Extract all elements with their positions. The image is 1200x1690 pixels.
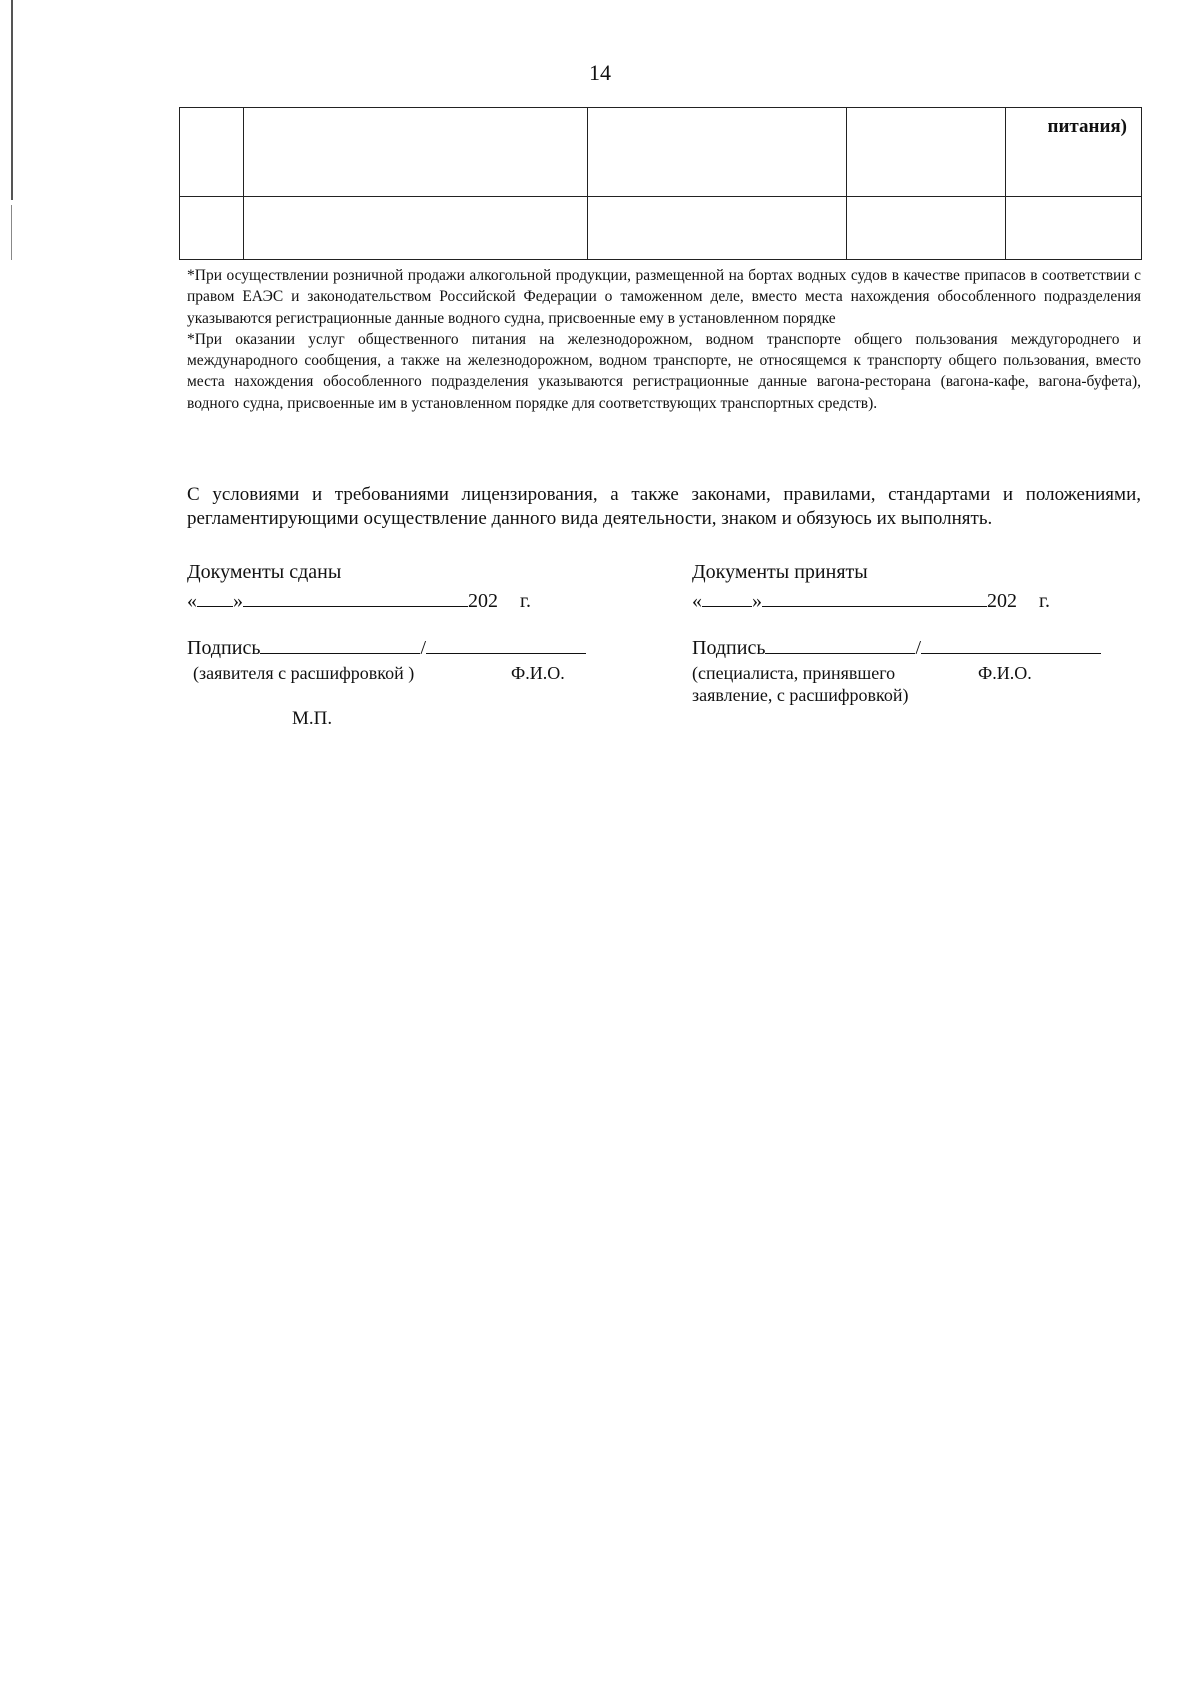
table-row [180, 108, 1142, 197]
continuation-table [179, 107, 1142, 260]
table-cell [847, 108, 1006, 197]
table-cell [588, 197, 847, 260]
footnote: *При оказании услуг общественного питания на железнодорожном, водном транспорте общего пользования междугороднего и международного сообщения, а также на железнодорожном, водном транспорте, не относящемся к транспорту общего пользования, вместо места нахождения обособленного подразделения указываются регистрационные данные вагона-ресторана (вагона-кафе, вагона-буфета), водного судна, присвоенные им в установленном порядке для соответствующих транспортных средств). [187, 330, 1141, 412]
applicant-signature-field[interactable] [260, 633, 420, 654]
scan-edge-mark [11, 0, 13, 200]
specialist-signature-field[interactable] [765, 633, 915, 654]
year-field[interactable] [1017, 586, 1039, 607]
accepted-block [692, 558, 1142, 706]
specialist-name-field[interactable] [921, 633, 1101, 654]
table-cell [244, 197, 588, 260]
footnotes [187, 265, 1141, 414]
submitted-block [187, 558, 607, 684]
table-cell [180, 197, 244, 260]
specialist-caption-2: заявление, с расшифровкой) [692, 685, 909, 705]
table-cell: питания) [1006, 108, 1142, 197]
applicant-signature-line: Подпись / [187, 633, 607, 662]
day-field[interactable] [197, 586, 233, 607]
applicant-caption: (заявителя с расшифровкой ) Ф.И.О. [193, 663, 565, 683]
accepted-title: Документы приняты [692, 561, 868, 583]
year-prefix: 202 [468, 590, 498, 612]
year-prefix: 202 [987, 590, 1017, 612]
table-cell [847, 197, 1006, 260]
table-row [180, 197, 1142, 260]
specialist-caption: (специалиста, принявшего Ф.И.О. [692, 663, 1032, 683]
applicant-name-field[interactable] [426, 633, 586, 654]
page-number: 14 [589, 60, 611, 85]
signature-label: Подпись [187, 637, 261, 659]
day-field[interactable] [702, 586, 752, 607]
signature-label: Подпись [692, 637, 766, 659]
year-field[interactable] [498, 586, 520, 607]
table-cell [1006, 197, 1142, 260]
table-cell [588, 108, 847, 197]
submitted-date-line: « » 202 г. [187, 586, 607, 615]
table-cell [244, 108, 588, 197]
agreement-statement: С условиями и требованиями лицензирования, а также законами, правилами, стандартами и положениями, регламентирующими осуществление данного вида деятельности, знаком и обязуюсь их выполнять. [187, 484, 1141, 529]
scan-edge-mark [11, 205, 12, 260]
specialist-signature-line: Подпись / [692, 633, 1142, 662]
month-field[interactable] [243, 586, 468, 607]
stamp-place: М.П. [292, 708, 333, 729]
accepted-date-line: « » 202 г. [692, 586, 1142, 615]
table-cell [180, 108, 244, 197]
month-field[interactable] [762, 586, 987, 607]
footnote: *При осуществлении розничной продажи алкогольной продукции, размещенной на бортах водных судов в качестве припасов в соответствии с правом ЕАЭС и законодательством Российской Федерации о таможенном деле, вместо места нахождения обособленного подразделения указываются регистрационные данные водного судна, присвоенные ему в установленном порядке [187, 267, 1141, 327]
submitted-title: Документы сданы [187, 561, 342, 583]
